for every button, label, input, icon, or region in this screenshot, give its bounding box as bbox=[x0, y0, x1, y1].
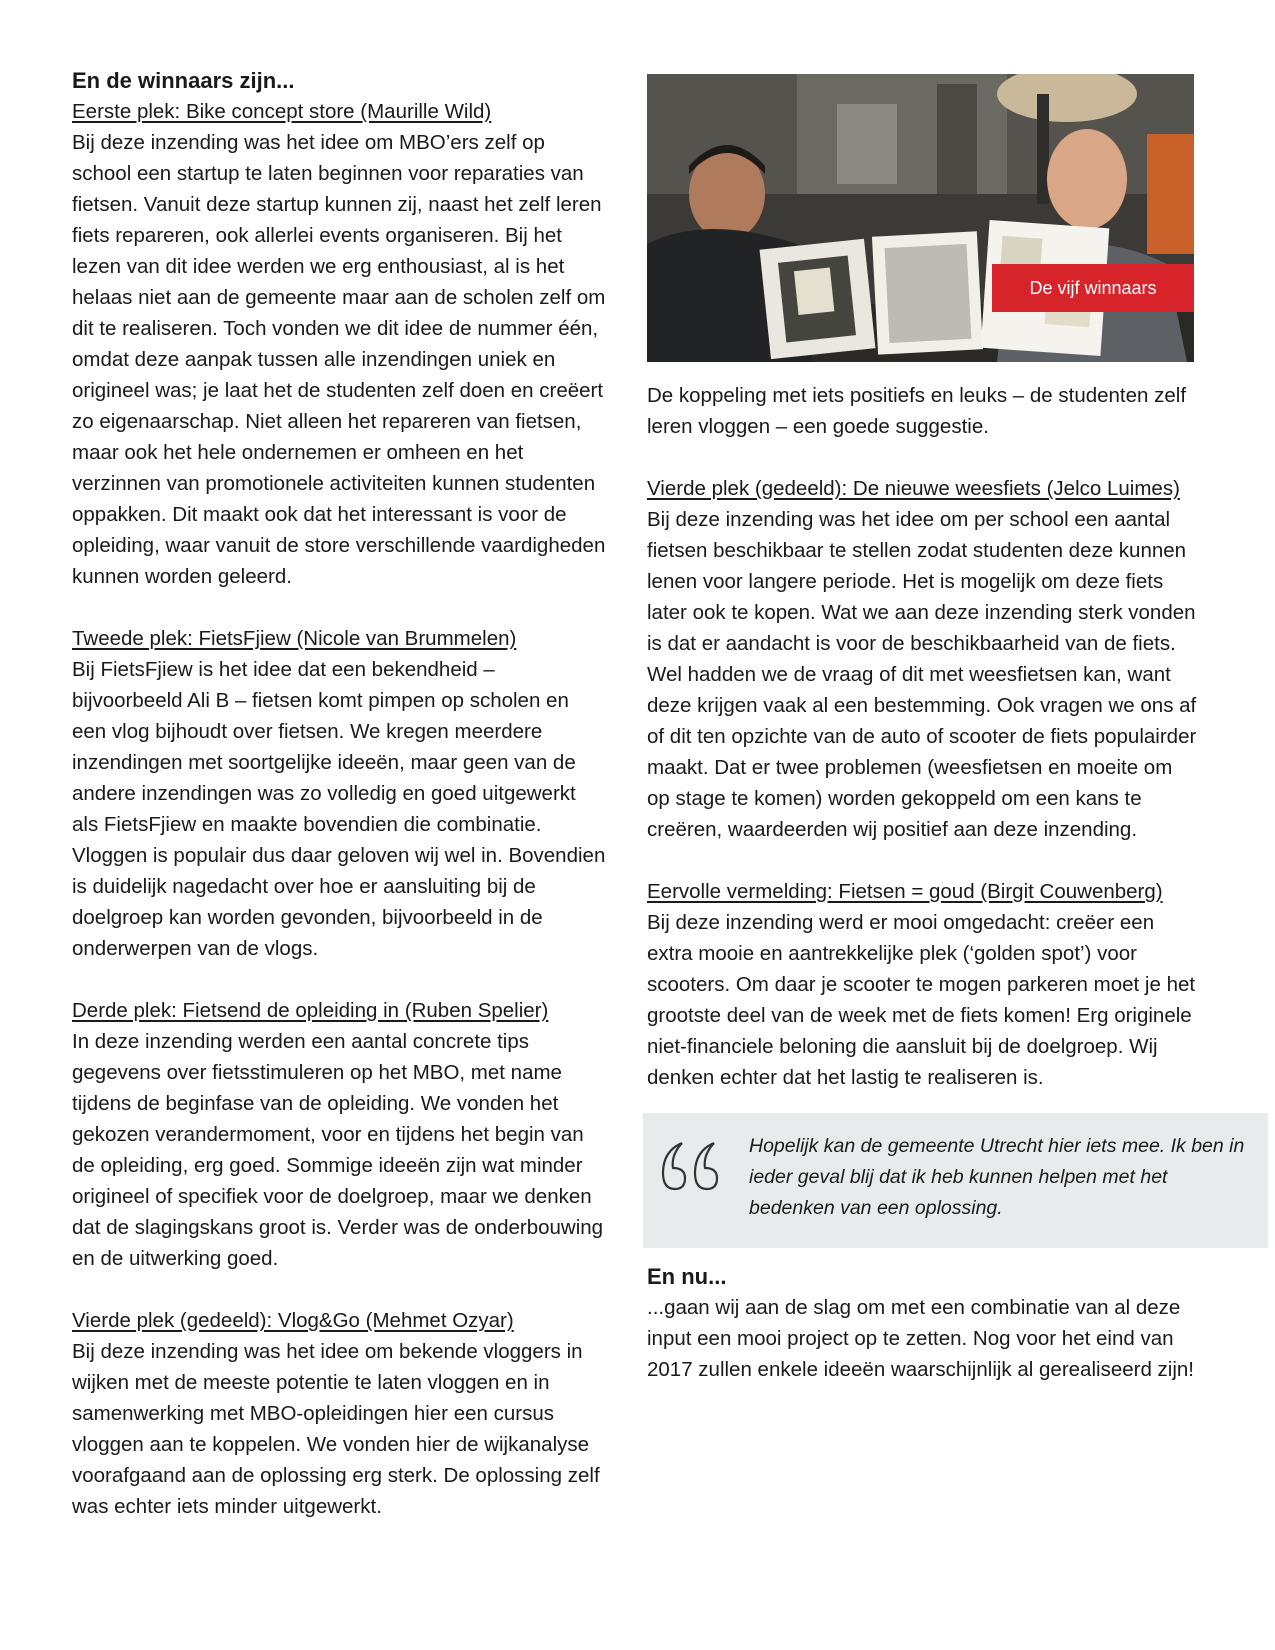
fourth-place-weesfiets-body: Bij deze inzending was het idee om per school een aantal fietsen beschikbaar te stellen zodat studenten deze kunnen lenen voor langere periode. Het is mogelijk om deze fiets later ook te kopen. Wat we aan deze inzending sterk vonden is dat er aandacht is voor de beschikbaarheid van de fiets. Wel hadden we de vraag of dit met weesfietsen kan, want deze krijgen vaak al een bestemming. Ook vragen we ons af of dit ten opzichte van de auto of scooter de fiets populairder maakt. Dat er twee problemen (weesfietsen en moeite om op stage te komen) worden gekoppeld om een kans te creëren, waardeerden wij positief aan deze inzending. bbox=[647, 508, 1197, 841]
first-place-body: Bij deze inzending was het idee om MBO’ers zelf op school een startup te laten beginnen voor reparaties van fietsen. Vanuit deze startup kunnen zij, naast het zelf leren fiets repareren, ook allerlei events organiseren. Bij het lezen van dit idee werden we erg enthousiast, al is het helaas niet aan de gemeente maar aan de scholen zelf om dit te realiseren. Toch vonden we dit idee de nummer één, omdat deze aanpak tussen alle inzendingen uniek en origineel was; je laat het de studenten zelf doen en creëert zo eigenaarschap. Niet alleen het repareren van fietsen, maar ook het hele ondernemen er omheen en het verzinnen van promotionele activiteiten kunnen studenten oppakken. Dit maakt ook dat het interessant is voor de opleiding, waar vanuit de store verschillende vaardigheden kunnen worden geleerd. bbox=[72, 131, 606, 588]
photo-caption: De vijf winnaars bbox=[992, 264, 1194, 312]
fourth-place-vlog-continued: De koppeling met iets positiefs en leuks – de studenten zelf leren vloggen – een goede suggestie. bbox=[647, 384, 1187, 438]
honorable-mention-title: Eervolle vermelding: Fietsen = goud (Birgit Couwenberg) bbox=[647, 880, 1163, 903]
right-column bbox=[647, 66, 1245, 1385]
spacer bbox=[72, 964, 607, 995]
spacer bbox=[72, 1274, 607, 1305]
closing-heading: En nu... bbox=[647, 1264, 727, 1289]
quote-text: Hopelijk kan de gemeente Utrecht hier iets mee. Ik ben in ieder geval blij dat ik heb kunnen helpen met het bedenken van een oplossing. bbox=[749, 1135, 1245, 1219]
first-place-title: Eerste plek: Bike concept store (Maurille Wild) bbox=[72, 100, 492, 123]
fourth-place-weesfiets-title: Vierde plek (gedeeld): De nieuwe weesfiets (Jelco Luimes) bbox=[647, 477, 1180, 500]
spacer bbox=[647, 442, 1197, 473]
spacer bbox=[72, 592, 607, 623]
fourth-place-vlog-body: Bij deze inzending was het idee om bekende vloggers in wijken met de meeste potentie te laten vloggen en in samenwerking met MBO-opleidingen hier een cursus vloggen aan te koppelen. We vonden hier de wijkanalyse voorafgaand aan de oplossing erg sterk. De oplossing zelf was echter iets minder uitgewerkt. bbox=[72, 1340, 600, 1518]
third-place-title: Derde plek: Fietsend de opleiding in (Ruben Spelier) bbox=[72, 999, 549, 1022]
winners-photo bbox=[647, 74, 1194, 362]
honorable-mention-body: Bij deze inzending werd er mooi omgedacht: creëer een extra mooie en aantrekkelijke plek (‘golden spot’) voor scooters. Om daar je scooter te mogen parkeren moet je het grootste deel van de week met de fiets komen! Erg originele niet-financiele beloning die aansluit bij de doelgroep. Wij denken echter dat het lastig te realiseren is. bbox=[647, 911, 1196, 1089]
left-column bbox=[72, 66, 607, 1522]
second-place-title: Tweede plek: FietsFjiew (Nicole van Brummelen) bbox=[72, 627, 517, 650]
fourth-place-vlog-title: Vierde plek (gedeeld): Vlog&Go (Mehmet Ozyar) bbox=[72, 1309, 514, 1332]
second-place-body: Bij FietsFjiew is het idee dat een bekendheid – bijvoorbeeld Ali B – fietsen komt pimpen op scholen en een vlog bijhoudt over fietsen. We kregen meerdere inzendingen met soortgelijke ideeën, maar geen van de andere inzendingen was zo volledig en goed uitgewerkt als FietsFjiew en maakte bovendien die combinatie. Vloggen is populair dus daar geloven wij wel in. Bovendien is duidelijk nagedacht over hoe er aansluiting bij de doelgroep kan worden gevonden, bijvoorbeeld in de onderwerpen van de vlogs. bbox=[72, 658, 606, 960]
photo-illustration bbox=[647, 74, 1194, 362]
quote-box bbox=[643, 1113, 1268, 1248]
spacer bbox=[647, 845, 1197, 876]
quote-marks-icon bbox=[655, 1135, 725, 1199]
section-heading: En de winnaars zijn... bbox=[72, 68, 295, 93]
closing-body: ...gaan wij aan de slag om met een combinatie van al deze input een mooi project op te zetten. Nog voor het eind van 2017 zullen enkele ideeën waarschijnlijk al gerealiseerd zijn! bbox=[647, 1296, 1194, 1381]
third-place-body: In deze inzending werden een aantal concrete tips gegevens over fietsstimuleren op het MBO, met name tijdens de beginfase van de opleiding. We vonden het gekozen verandermoment, voor en tijdens het begin van de opleiding, erg goed. Sommige ideeën zijn wat minder origineel of specifiek voor de doelgroep, maar we denken dat de slagingskans groot is. Verder was de onderbouwing en de uitwerking goed. bbox=[72, 1030, 604, 1270]
